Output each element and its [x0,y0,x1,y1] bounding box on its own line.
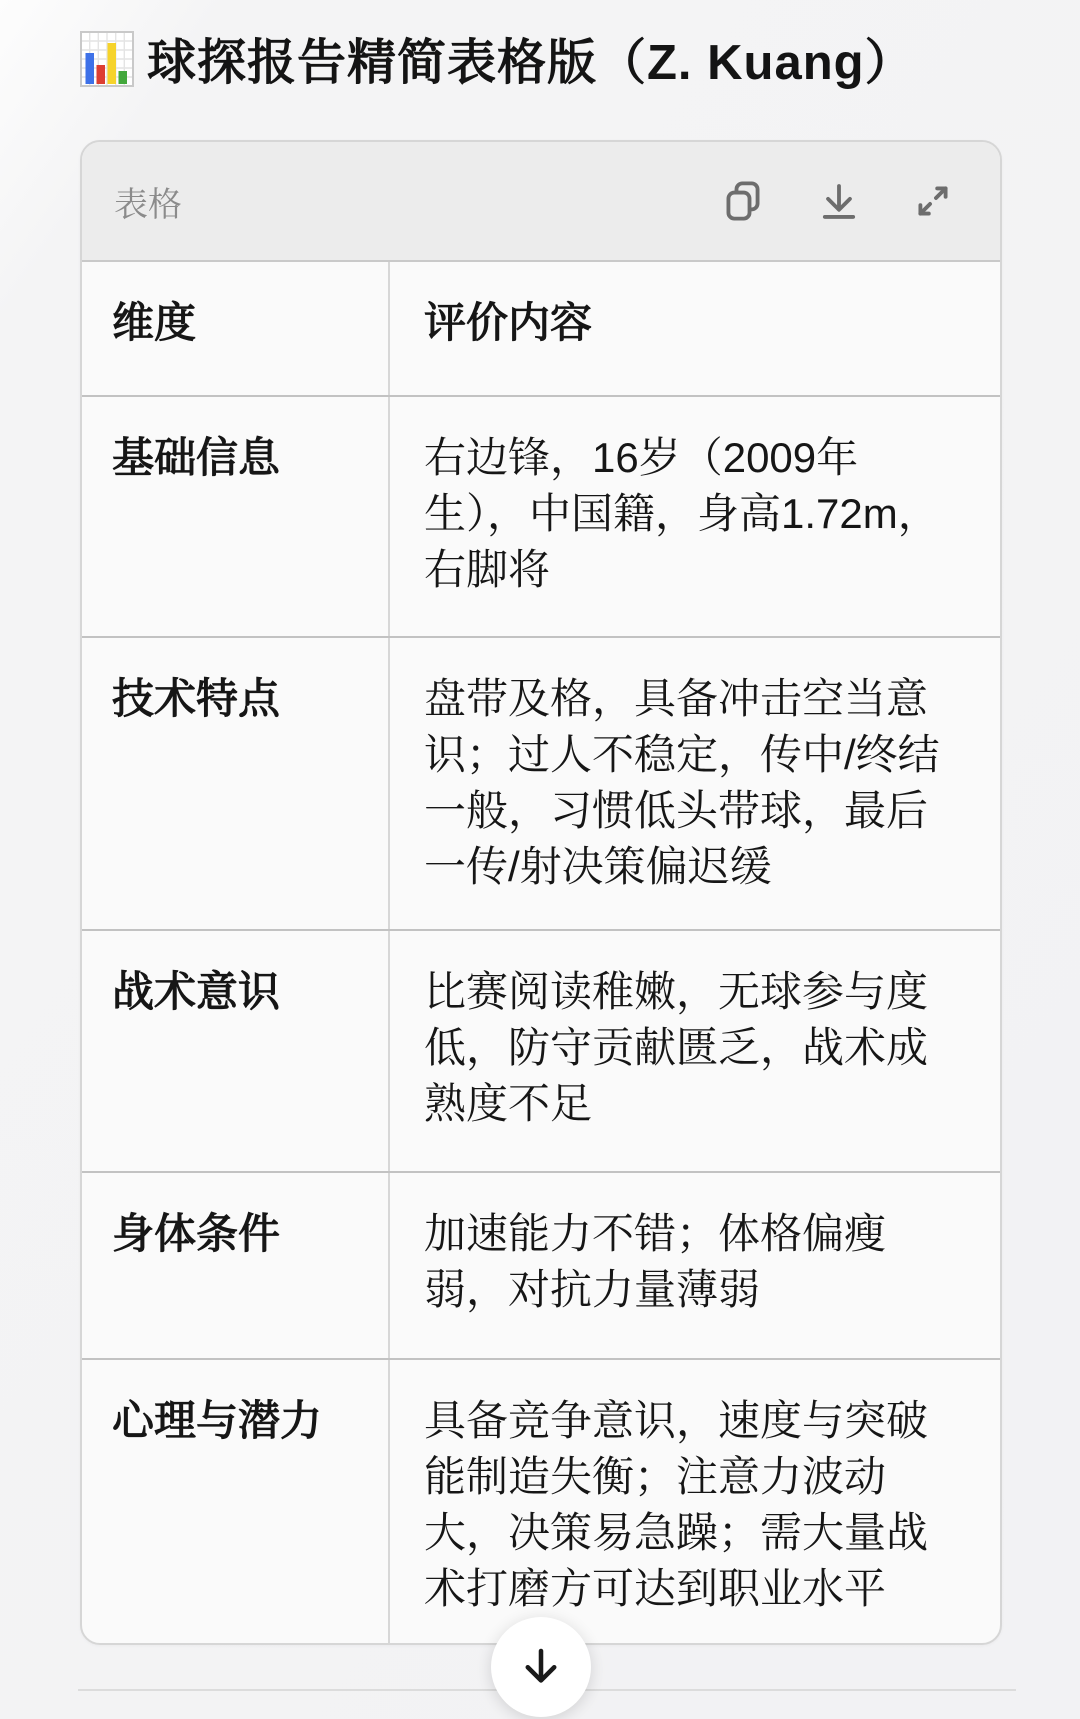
dimension-cell: 战术意识 [112,968,281,1015]
copy-button[interactable] [720,178,766,224]
dimension-cell: 身体条件 [112,1210,281,1257]
content-cell: 具备竞争意识，速度与突破能制造失衡；注意力波动大，决策易急躁；需大量战术打磨方可达到职业水平 [388,1360,1000,1645]
bar-chart-emoji-icon [80,31,134,87]
report-table [82,262,1000,1645]
column-header-content: 评价内容 [388,262,1000,395]
expand-icon [912,180,954,222]
scroll-to-bottom-button[interactable] [491,1617,591,1717]
page-title: 球探报告精简表格版（Z. Kuang） [147,36,915,90]
report-title-row [80,24,915,94]
dimension-cell: 心理与潜力 [112,1397,323,1444]
expand-button[interactable] [912,180,954,222]
content-cell: 右边锋，16岁（2009年生），中国籍，身高1.72m，右脚将 [388,397,1000,636]
content-cell: 比赛阅读稚嫩，无球参与度低，防守贡献匮乏，战术成熟度不足 [388,931,1000,1171]
copy-icon [720,178,766,224]
table-card [80,140,1002,1645]
download-icon [816,178,862,224]
table-row [82,1173,1000,1360]
toolbar-actions [720,178,954,224]
toolbar-label: 表格 [114,185,182,224]
table-row [82,1360,1000,1645]
download-button[interactable] [816,178,862,224]
content-cell: 加速能力不错；体格偏瘦弱，对抗力量薄弱 [388,1173,1000,1358]
table-toolbar [82,142,1000,262]
table-row [82,397,1000,638]
content-cell: 盘带及格，具备冲击空当意识；过人不稳定，传中/终结一般，习惯低头带球，最后一传/射决策偏迟缓 [388,638,1000,929]
table-row [82,638,1000,931]
table-row [82,931,1000,1173]
dimension-cell: 基础信息 [112,434,281,481]
arrow-down-icon [515,1641,567,1693]
table-header-row [82,262,1000,397]
column-header-dimension: 维度 [112,299,197,346]
dimension-cell: 技术特点 [112,675,281,722]
